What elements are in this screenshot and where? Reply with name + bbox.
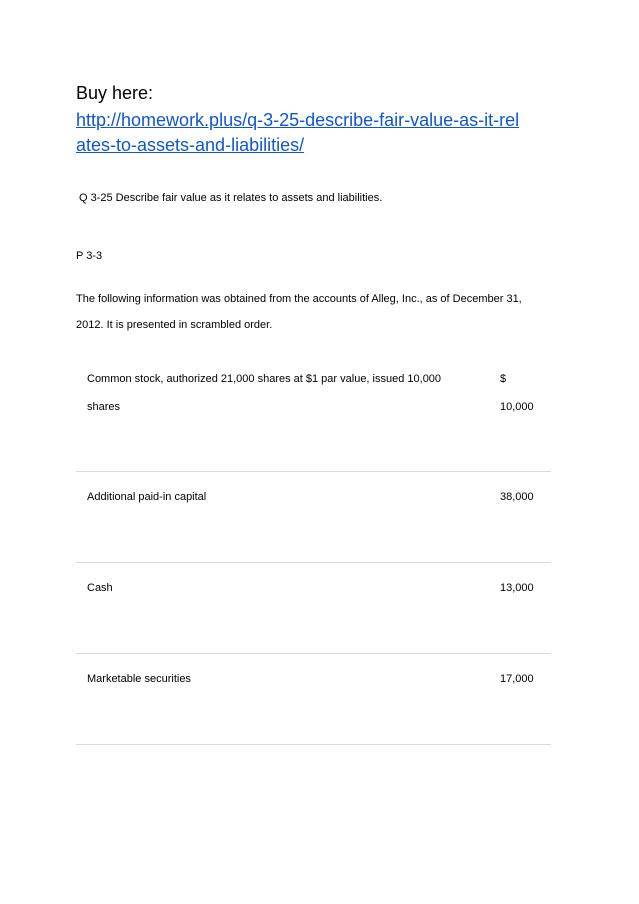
account-label: [87, 372, 441, 415]
amount-value: 13,000: [500, 582, 534, 594]
table-row: [76, 654, 551, 745]
currency-symbol: $: [500, 373, 507, 385]
table-row: [76, 360, 551, 472]
account-amount: [500, 581, 534, 596]
problem-text-line-1: The following information was obtained from the accounts of Alleg, Inc., as of December 31,: [76, 293, 522, 305]
buy-link-line-1[interactable]: http://homework.plus/q-3-25-describe-fair-value-as-it-rel: [76, 110, 520, 130]
problem-description: [76, 292, 522, 333]
table-row: [76, 563, 551, 654]
account-label-text: Marketable securities: [87, 673, 191, 685]
buy-here-link[interactable]: [76, 108, 566, 158]
account-label-text: Additional paid-in capital: [87, 491, 207, 503]
account-label-text: Cash: [87, 582, 113, 594]
problem-id: P 3-3: [76, 250, 103, 262]
buy-here-label: Buy here:: [76, 83, 154, 103]
accounts-table: [76, 360, 551, 745]
account-label-line-1: Common stock, authorized 21,000 shares at $1 par value, issued 10,000: [87, 373, 442, 385]
amount-value: 17,000: [500, 673, 534, 685]
question-text: Q 3-25 Describe fair value as it relates to assets and liabilities.: [79, 192, 383, 204]
account-amount: [500, 490, 534, 505]
amount-value: 10,000: [500, 401, 534, 413]
table-row: [76, 472, 551, 563]
amount-value: 38,000: [500, 491, 534, 503]
account-amount: [500, 372, 534, 415]
account-label: [87, 581, 113, 596]
account-amount: [500, 672, 534, 687]
account-label: [87, 672, 191, 687]
account-label-line-2: shares: [87, 401, 121, 413]
account-label: [87, 490, 206, 505]
problem-text-line-2: 2012. It is presented in scrambled order.: [76, 319, 273, 331]
buy-link-line-2[interactable]: ates-to-assets-and-liabilities/: [76, 135, 305, 155]
